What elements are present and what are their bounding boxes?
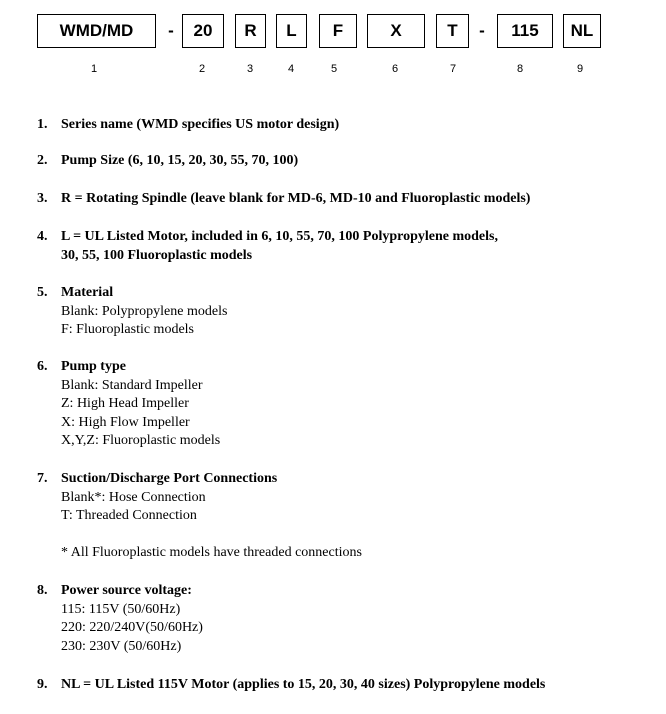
code-box-voltage: 115 bbox=[497, 14, 553, 48]
code-box-material: F bbox=[319, 14, 357, 48]
item-number: 5. bbox=[37, 285, 48, 300]
item-number: 3. bbox=[37, 191, 48, 206]
item-option: Blank*: Hose Connection bbox=[61, 489, 206, 505]
item-title: Power source voltage: bbox=[61, 583, 192, 598]
item-option: Blank: Standard Impeller bbox=[61, 377, 203, 393]
item-title: Suction/Discharge Port Connections bbox=[61, 471, 278, 486]
item-number: 6. bbox=[37, 359, 48, 374]
item-option: X: High Flow Impeller bbox=[61, 414, 190, 430]
code-box-pump-type: X bbox=[367, 14, 425, 48]
item-option: X,Y,Z: Fluoroplastic models bbox=[61, 433, 221, 448]
item-title: R = Rotating Spindle (leave blank for MD-6, MD-10 and Fluoroplastic models) bbox=[61, 191, 531, 206]
item-option: Z: High Head Impeller bbox=[61, 396, 189, 411]
item-note: * All Fluoroplastic models have threaded connections bbox=[61, 544, 362, 560]
code-number: 6 bbox=[391, 63, 399, 75]
item-title-continued: 30, 55, 100 Fluoroplastic models bbox=[61, 247, 253, 263]
item-title: Material bbox=[61, 285, 114, 300]
item-number: 1. bbox=[37, 117, 48, 132]
code-number: 7 bbox=[449, 63, 457, 75]
code-box-nl-motor: NL bbox=[563, 14, 601, 48]
item-title: Series name (WMD specifies US motor design) bbox=[61, 117, 340, 132]
code-dash: - bbox=[168, 21, 174, 40]
item-title: L = UL Listed Motor, included in 6, 10, 55, 70, 100 Polypropylene models, bbox=[61, 229, 498, 244]
code-number: 3 bbox=[246, 63, 254, 75]
item-option: F: Fluoroplastic models bbox=[61, 322, 194, 337]
item-option: T: Threaded Connection bbox=[61, 508, 197, 523]
item-title: Pump Size (6, 10, 15, 20, 30, 55, 70, 100) bbox=[61, 153, 299, 168]
item-title: NL = UL Listed 115V Motor (applies to 15, 20, 30, 40 sizes) Polypropylene models bbox=[61, 677, 546, 692]
code-number: 1 bbox=[90, 63, 98, 75]
item-option: 115: 115V (50/60Hz) bbox=[61, 601, 181, 617]
code-box-ul-motor: L bbox=[276, 14, 307, 48]
item-number: 7. bbox=[37, 471, 48, 486]
code-number: 9 bbox=[576, 63, 584, 75]
item-option: 220: 220/240V(50/60Hz) bbox=[61, 620, 203, 635]
item-number: 9. bbox=[37, 677, 48, 692]
code-box-port-connection: T bbox=[436, 14, 469, 48]
code-box-pump-size: 20 bbox=[182, 14, 224, 48]
item-option: Blank: Polypropylene models bbox=[61, 303, 228, 319]
code-number: 4 bbox=[287, 63, 295, 75]
item-option: 230: 230V (50/60Hz) bbox=[61, 638, 182, 654]
code-number: 2 bbox=[198, 63, 206, 75]
code-box-series: WMD/MD bbox=[37, 14, 156, 48]
model-code-diagram bbox=[0, 0, 666, 90]
item-number: 2. bbox=[37, 153, 48, 168]
item-title: Pump type bbox=[61, 359, 126, 374]
code-dash: - bbox=[479, 21, 485, 40]
item-number: 4. bbox=[37, 229, 48, 244]
code-number: 5 bbox=[330, 63, 338, 75]
item-number: 8. bbox=[37, 583, 48, 598]
code-number: 8 bbox=[516, 63, 524, 75]
code-box-rotating-spindle: R bbox=[235, 14, 266, 48]
